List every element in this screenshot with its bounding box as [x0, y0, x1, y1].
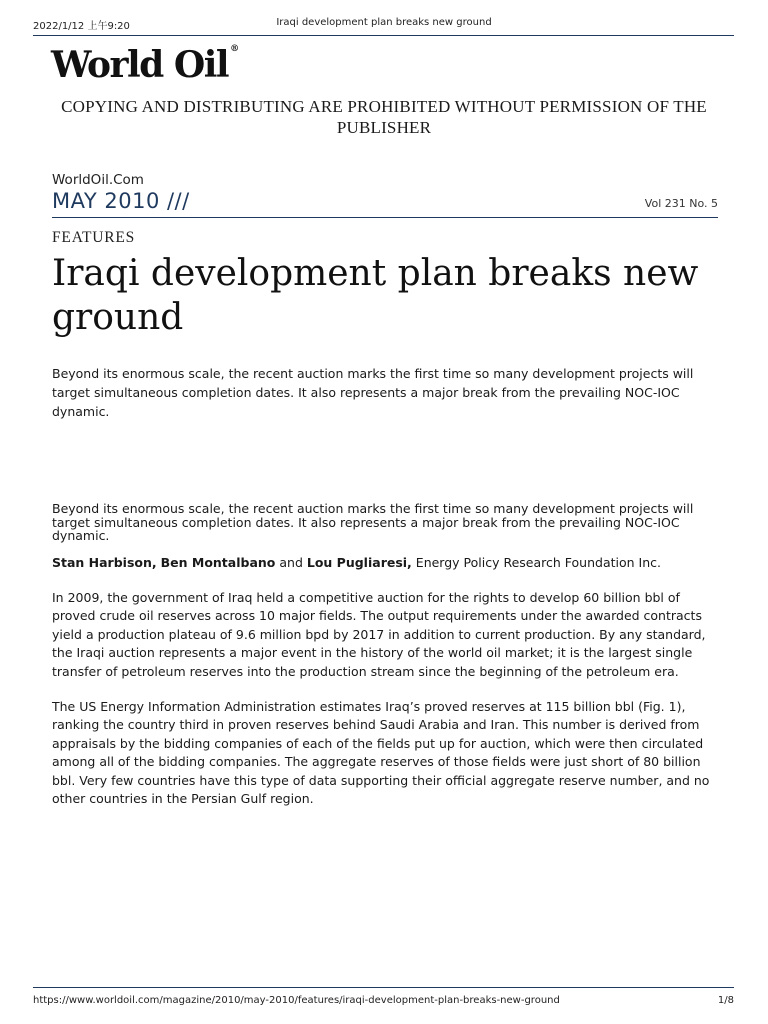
issue-divider — [52, 217, 718, 218]
volume-number: Vol 231 No. 5 — [644, 197, 718, 210]
registered-mark: ® — [230, 44, 240, 54]
author-1: Stan Harbison, — [52, 555, 157, 570]
print-datetime: 2022/1/12 上午9:20 — [33, 21, 130, 32]
logo-text: World Oil — [51, 44, 229, 86]
body-paragraph-1: In 2009, the government of Iraq held a competitive auction for the rights to develop 60 billion bbl of proved crude oil reserves across 10 major fields. The output requirements under the awarded contracts yield a production plateau of 9.6 million bpd by 2017 in addition to current production. By any standard, the Iraqi auction represents a major event in the history of the world oil market; it is the largest single transfer of petroleum reserves into the production stream since the beginning of the petroleum era. — [52, 590, 706, 679]
byline-conjunction: and — [279, 555, 303, 570]
article-dek: Beyond its enormous scale, the recent auction marks the first time so many development projects will target simultaneous completion dates. It also represents a major break from the prevailing NOC-IOC dynamic. — [52, 366, 694, 419]
body-paragraph-2: The US Energy Information Administration estimates Iraq’s proved reserves at 115 billion bbl (Fig. 1), ranking the country third in proven reserves behind Saudi Arabia and Iran. This number is derived from appraisals by the bidding companies of each of the fields put up for auction, which were then circulated among all of the bidding companies. The aggregate reserves of those fields were just short of 80 billion bbl. Very few countries have this type of data supporting their official aggregate reserve number, and no other countries in the Persian Gulf region. — [52, 699, 710, 807]
article-dek-repeat: Beyond its enormous scale, the recent auction marks the first time so many development projects will target simultaneous completion dates. It also represents a major break from the prevailing NOC-IOC dynamic. — [52, 501, 694, 543]
print-page-title: Iraqi development plan breaks new ground — [276, 17, 492, 28]
print-url: https://www.worldoil.com/magazine/2010/may-2010/features/iraqi-development-plan-breaks-new-ground — [33, 995, 560, 1006]
section-label: FEATURES — [52, 229, 136, 246]
site-name: WorldOil.Com — [52, 172, 144, 188]
article-title: Iraqi development plan breaks new ground — [52, 253, 699, 338]
author-affiliation: Energy Policy Research Foundation Inc. — [415, 555, 661, 570]
world-oil-logo — [51, 44, 239, 86]
author-3: Lou Pugliaresi, — [306, 555, 412, 570]
issue-date: MAY 2010 /// — [52, 189, 190, 213]
print-footer — [0, 995, 768, 1009]
copyright-notice: COPYING AND DISTRIBUTING ARE PROHIBITED WITHOUT PERMISSION OF THE PUBLISHER — [61, 97, 707, 137]
header-divider — [33, 35, 734, 36]
print-header — [0, 17, 768, 31]
print-page-number: 1/8 — [717, 995, 734, 1006]
author-2: Ben Montalbano — [160, 555, 276, 570]
footer-divider — [33, 987, 734, 988]
byline — [52, 555, 718, 571]
